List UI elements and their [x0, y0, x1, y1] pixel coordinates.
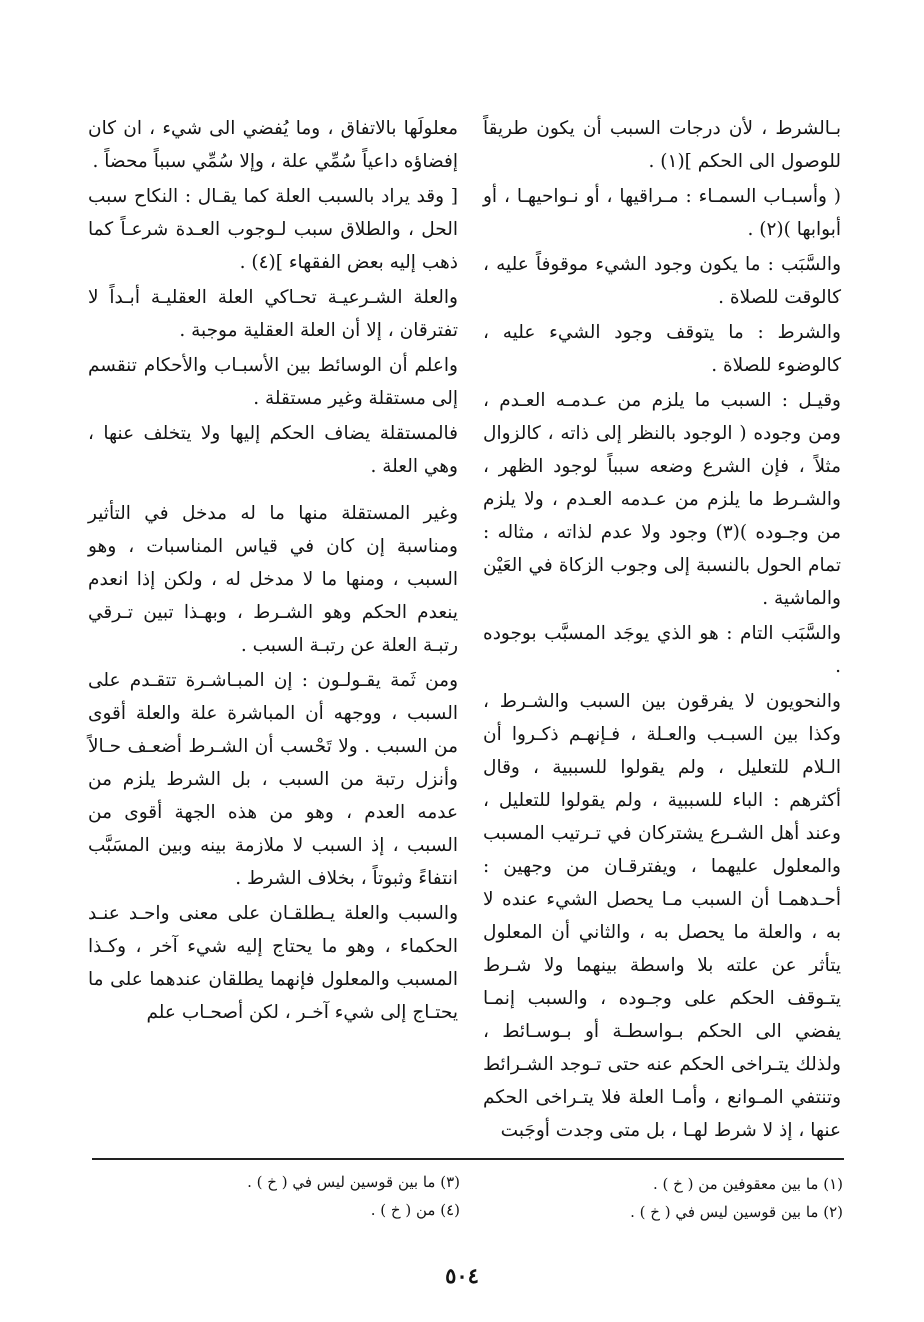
paragraph: والسَّبَب : ما يكون وجود الشيء موقوفاً عليه ، كالوقت للصلاة . [483, 254, 841, 308]
paragraph: معلولَها بالاتفاق ، وما يُفضي الى شيء ، ان كان إفضاؤه داعياً سُمِّي علة ، وإلا سُمِّي سبباً محضاً . [88, 118, 458, 172]
paragraph: بـالشرط ، لأن درجات السبب أن يكون طريقاً للوصول الى الحكم ](١) . [483, 118, 841, 172]
paragraph: واعلم أن الوسائط بين الأسبـاب والأحكام تنقسم إلى مستقلة وغير مستقلة . [88, 355, 458, 409]
paragraph: ( وأسبـاب السمـاء : مـراقيها ، أو نـواحيهـا ، أو أبوابها )(٢) . [483, 186, 841, 240]
footnote-divider [92, 1158, 844, 1160]
paragraph: والعلة الشـرعيـة تحـاكي العلة العقليـة أبـداً لا تفترقان ، إلا أن العلة العقلية موجبة . [88, 287, 458, 341]
paragraph: وغير المستقلة منها ما له مدخل في التأثير ومناسبة إن كان في قياس المناسبات ، وهو السبب ، ومنها ما لا مدخل له ، ولكن إذا انعدم ينعدم الحكم وهو الشـرط ، وبهـذا تبين تـرقي رتبـة العلة عن رتبـة السبب . [88, 503, 458, 656]
paragraph: والسبب والعلة يـطلقـان على معنى واحـد عنـد الحكماء ، وهو ما يحتاج إليه شيء آخر ، وكـذا المسبب والمعلول فإنهما يطلقان عندهما على ما يحتـاج إلى شيء آخـر ، لكن أصحـاب علم [88, 903, 458, 1023]
footnote: (٤) من ( خ ) . [370, 1201, 460, 1219]
text-column-left [88, 112, 458, 1029]
paragraph: [ وقد يراد بالسبب العلة كما يقـال : النكاح سبب الحل ، والطلاق سبب لـوجوب العـدة شرعـاً كما ذهب إليه بعض الفقهاء ](٤) . [88, 186, 458, 273]
paragraph: والسَّبَب التام : هو الذي يوجَد المسبَّب بوجوده . [483, 623, 841, 677]
footnotes-right [483, 1170, 843, 1226]
footnote: (٣) ما بين قوسين ليس في ( خ ) . [247, 1173, 460, 1191]
paragraph: فالمستقلة يضاف الحكم إليها ولا يتخلف عنها ، وهي العلة . [88, 423, 458, 477]
page-number: ٥٠٤ [445, 1263, 479, 1288]
footnote: (١) ما بين معقوفين من ( خ ) . [653, 1175, 843, 1193]
paragraph: والشرط : ما يتوقف وجود الشيء عليه ، كالوضوء للصلاة . [483, 322, 841, 376]
text-column-right [483, 112, 841, 1147]
footnotes-left [88, 1168, 460, 1224]
paragraph: والنحويون لا يفرقون بين السبب والشـرط ، وكذا بين السبـب والعـلة ، فـإنهـم ذكـروا أن الـلام للتعليل ، ولم يقولوا للسببية ، وقال أكثرهم : الباء للسببية ، ولم يقولوا للتعليل ، وعند أهل الشـرع يشتركان في تـرتيب المسبب والمعلول عليهما ، ويفترقـان من وجهين : أحـدهمـا أن السبب مـا يحصل الشيء عنده لا به ، والعلة ما يحصل به ، والثاني أن المعلول يتأثر عن علته بلا واسطة بينهما ولا شـرط يتـوقف الحكم على وجـوده ، والسبب إنمـا يفضي الى الحكم بـواسطـة أو بـوسـائط ، ولذلك يتـراخى الحكم عنه حتى تـوجد الشـرائط وتنتفي المـوانع ، وأمـا العلة فلا يتـراخى الحكم عنها ، إذ لا شرط لهـا ، بل متى وجدت أوجَبت [483, 691, 841, 1141]
footnote: (٢) ما بين قوسين ليس في ( خ ) . [630, 1203, 843, 1221]
paragraph: وقيـل : السبب ما يلزم من عـدمـه العـدم ، ومن وجوده ( الوجود بالنظر إلى ذاته ، كالزوال مثلاً ، فإن الشرع وضعه سبباً لوجود الظهر ، والشـرط ما يلزم من عـدمه العـدم ، ولا يلزم من وجـوده )(٣) وجود ولا عدم لذاته ، مثاله : تمام الحول بالنسبة إلى وجوب الزكاة في العَيْن والماشية . [483, 390, 841, 609]
paragraph: ومن ثَمة يقـولـون : إن المبـاشـرة تتقـدم على السبب ، ووجهه أن المباشرة علة والعلة أقوى من السبب . ولا تَحْسب أن الشـرط أضعـف حـالاً وأنزل رتبة من السبب ، بل الشرط يلزم من عدمه العدم ، وهو من هذه الجهة أقوى من السبب ، إذ السبب لا ملازمة بينه وبين المسَبَّب انتفاءً وثبوتاً ، بخلاف الشرط . [88, 670, 458, 889]
